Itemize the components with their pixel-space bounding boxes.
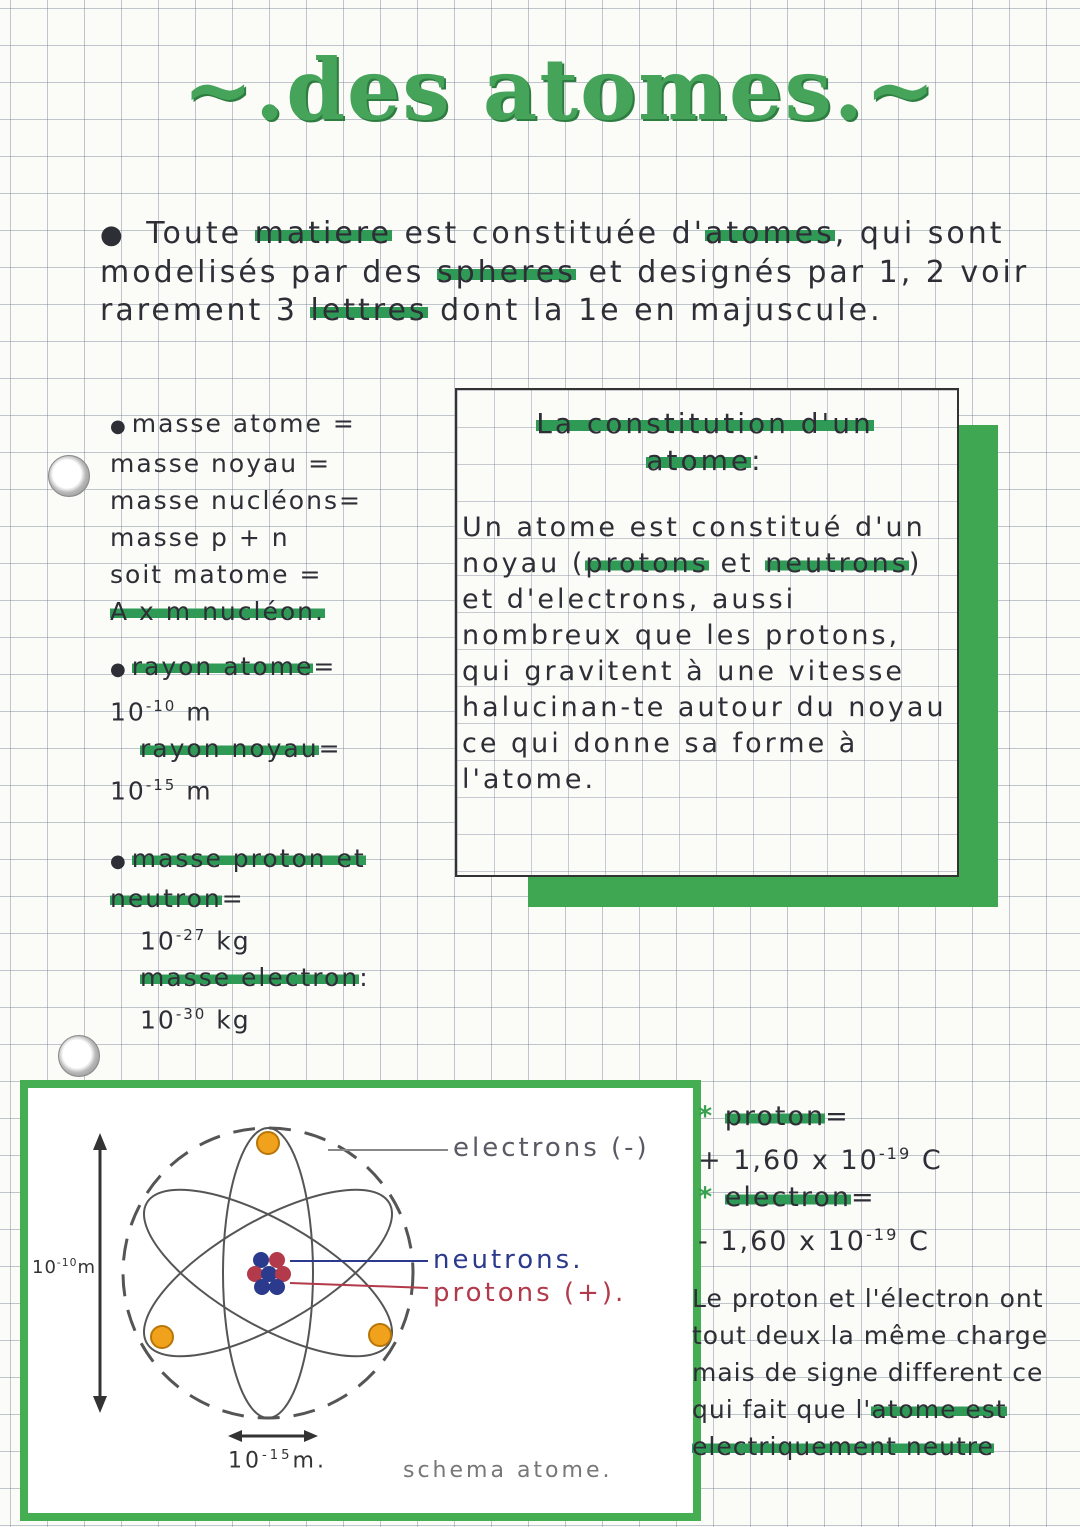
arrow-head-icon <box>304 1430 318 1442</box>
note-rayon <box>110 648 430 810</box>
conclusion-text-1: Le proton et l'électron ont tout deux la même charge mais de signe different ce qui fait que l' <box>692 1284 1049 1424</box>
masse-electron-label: masse electron <box>140 962 360 992</box>
neutron-dot <box>253 1252 269 1268</box>
notes-column <box>110 405 430 1056</box>
constitution-title <box>460 405 950 479</box>
protons-label: protons (+). <box>433 1278 627 1308</box>
masse-pn-unit: kg <box>216 925 251 955</box>
bullet-icon: ● <box>110 659 128 680</box>
masse-electron-value: 10 <box>140 1005 176 1035</box>
note-line: masse atome = <box>131 409 356 438</box>
neutron-dot <box>254 1279 270 1295</box>
rayon-noyau-unit: m <box>186 776 213 806</box>
rayon-atome-unit: m <box>186 697 213 727</box>
proton-charge-label: proton <box>724 1101 826 1132</box>
arrow-head-icon <box>93 1133 107 1150</box>
intro-paragraph <box>100 215 1060 330</box>
bullet-icon: ● <box>110 416 128 437</box>
punch-hole-icon <box>58 1035 100 1077</box>
rayon-atome-value: 10 <box>110 697 146 727</box>
electron-charge-label: electron <box>724 1182 852 1213</box>
constitution-text-1: Un atome est constitué d'un noyau ( <box>462 512 926 579</box>
atom-size-exponent: -10 <box>56 1256 78 1269</box>
equals-sign: = <box>851 1182 876 1213</box>
highlight-atomes: atomes <box>704 216 835 251</box>
arrow-head-icon <box>93 1396 107 1413</box>
constitution-title-line1: La constitution d'un <box>536 407 874 440</box>
highlight-protons: protons <box>585 548 709 579</box>
note-line: masse noyau = <box>110 449 332 478</box>
equals-sign: = <box>313 652 337 681</box>
star-icon: * <box>698 1101 715 1132</box>
intro-text-2: est constituée d' <box>404 216 705 251</box>
neutron-dot <box>269 1279 285 1295</box>
nucleus-size-exponent: -15 <box>262 1448 293 1463</box>
equals-sign: = <box>318 734 342 764</box>
arrow-head-icon <box>228 1430 242 1442</box>
rayon-noyau-label: rayon noyau <box>140 734 319 764</box>
proton-charge-value: + 1,60 x 10 <box>698 1145 879 1176</box>
electron-dot <box>369 1324 391 1346</box>
intro-text-1: Toute <box>146 216 243 251</box>
nucleus-size-unit: m. <box>292 1448 327 1474</box>
electrons-label: electrons (-) <box>453 1133 650 1163</box>
constitution-text-3: ) et d'electrons, aussi nombreux que les protons, qui gravitent à une vitesse halucinan-te autour du noyau ce qui donne sa forme à l'atome. <box>462 548 947 795</box>
note-line: masse nucléons= <box>110 486 362 515</box>
equals-sign: = <box>221 883 245 913</box>
constitution-text-2: et <box>720 548 754 579</box>
note-line: soit matome = <box>110 560 323 589</box>
equals-sign: = <box>825 1101 850 1132</box>
protons-pointer <box>290 1283 428 1288</box>
constitution-text <box>462 510 952 798</box>
highlight-matiere: matiere <box>254 216 392 251</box>
nucleus-size-label <box>228 1448 327 1473</box>
electron-charge-value: - 1,60 x 10 <box>698 1226 866 1257</box>
atom-size-unit: m <box>77 1257 97 1278</box>
highlight-spheres: spheres <box>436 255 576 290</box>
proton-dot <box>269 1252 285 1268</box>
proton-charge-exponent: -19 <box>878 1144 912 1163</box>
colon-sign: : <box>751 444 764 477</box>
note-strike: A x m nucléon. <box>110 597 325 626</box>
bullet-icon: ● <box>100 220 126 250</box>
rayon-noyau-value: 10 <box>110 776 146 806</box>
rayon-noyau-exponent: -15 <box>145 776 177 795</box>
colon-sign: : <box>359 962 370 992</box>
bullet-icon: ● <box>110 850 128 872</box>
page-title: ~.des atomes.~ <box>182 40 938 139</box>
note-line: masse p + n <box>110 523 290 552</box>
atom-size-base: 10 <box>32 1257 57 1278</box>
rayon-atome-label: rayon atome <box>131 652 314 681</box>
punch-hole-icon <box>48 455 90 497</box>
note-masses-particules <box>110 840 430 1039</box>
star-icon: * <box>698 1182 715 1213</box>
electron-dot <box>257 1132 279 1154</box>
charges-notes <box>698 1098 1068 1260</box>
electron-charge-unit: C <box>909 1226 930 1257</box>
atom-size-label <box>32 1256 96 1278</box>
intro-text-3: , qui sont modelisés par des <box>100 216 1005 290</box>
proton-charge-unit: C <box>921 1145 943 1176</box>
rayon-atome-exponent: -10 <box>145 697 177 715</box>
nucleus-size-base: 10 <box>228 1448 262 1474</box>
electron-charge-exponent: -19 <box>865 1225 899 1244</box>
note-masse <box>110 405 430 630</box>
intro-text-4: et designés par 1, 2 voir rarement 3 <box>100 255 1030 328</box>
atom-diagram-frame <box>20 1080 701 1521</box>
masse-electron-unit: kg <box>216 1005 251 1035</box>
electron-dot <box>151 1326 173 1348</box>
diagram-caption: schema atome. <box>403 1458 613 1483</box>
highlight-lettres: lettres <box>310 293 428 328</box>
intro-text-5: dont la 1e en majuscule. <box>440 293 883 328</box>
highlight-neutre: atome est electriquement neutre <box>692 1395 1007 1461</box>
masse-pn-label: masse proton et neutron <box>110 843 366 913</box>
highlight-neutrons: neutrons <box>765 548 909 579</box>
masse-pn-exponent: -27 <box>175 925 207 944</box>
constitution-title-line2: atome <box>646 444 752 477</box>
masse-electron-exponent: -30 <box>175 1004 207 1023</box>
neutrons-label: neutrons. <box>433 1245 584 1275</box>
masse-pn-value: 10 <box>140 925 176 955</box>
conclusion-text <box>692 1280 1077 1465</box>
